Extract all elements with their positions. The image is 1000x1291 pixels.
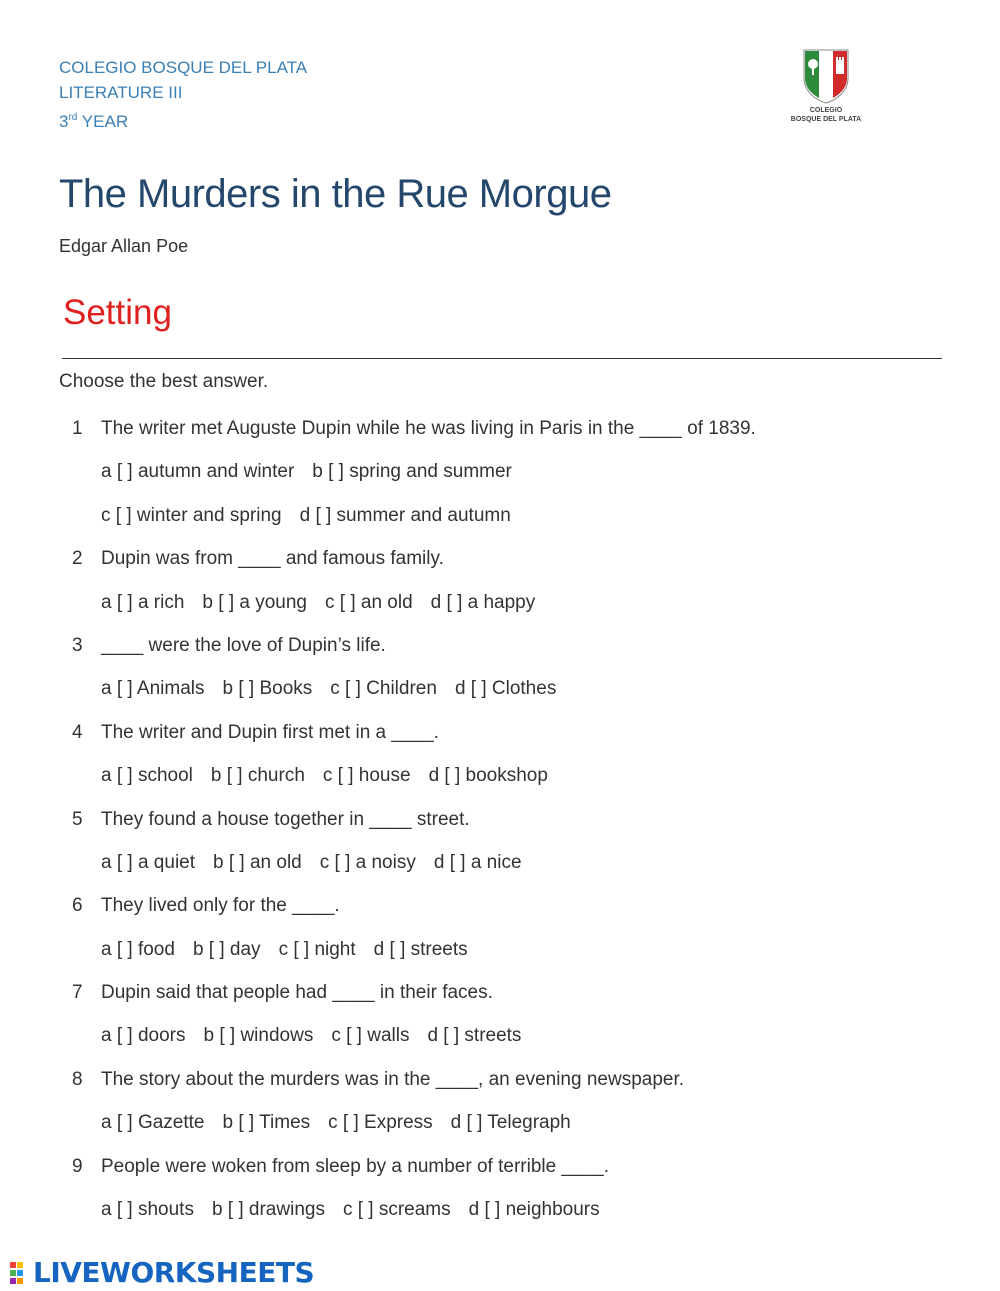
answer-option[interactable]: a [ ] autumn and winter	[101, 461, 295, 483]
question-item	[59, 711, 959, 798]
answer-option[interactable]: a [ ] doors	[101, 1025, 186, 1047]
answer-option[interactable]: b [ ] a young	[202, 591, 307, 613]
question-text: Dupin was from ____ and famous family.	[101, 548, 444, 570]
question-text: They lived only for the ____.	[101, 895, 340, 917]
answer-option[interactable]: a [ ] Gazette	[101, 1112, 205, 1134]
answer-option[interactable]: c [ ] night	[278, 938, 356, 960]
question-text: The writer met Auguste Dupin while he was living in Paris in the ____ of 1839.	[101, 418, 756, 439]
question-item	[59, 798, 959, 885]
question-text: ____ were the love of Dupin’s life.	[101, 634, 386, 656]
section-heading: Setting	[63, 293, 172, 332]
answer-option[interactable]: a [ ] Animals	[101, 678, 205, 700]
question-number: 1	[72, 418, 83, 439]
answer-option[interactable]: d [ ] streets	[427, 1025, 522, 1047]
question-text: People were woken from sleep by a number of terrible ____.	[101, 1155, 609, 1177]
question-number: 9	[72, 1155, 83, 1177]
answer-options-row	[59, 754, 959, 797]
answer-option[interactable]: d [ ] Clothes	[454, 678, 557, 700]
answer-option[interactable]: a [ ] a rich	[101, 591, 185, 613]
answer-option[interactable]: b [ ] day	[192, 938, 261, 960]
question-line	[59, 624, 959, 667]
answer-option[interactable]: d [ ] neighbours	[468, 1199, 600, 1221]
answer-options-row	[59, 841, 959, 884]
answer-option[interactable]: d [ ] a happy	[430, 591, 536, 613]
question-item	[59, 971, 959, 1058]
answer-option[interactable]: d [ ] Telegraph	[450, 1112, 571, 1134]
year-word: YEAR	[81, 112, 129, 131]
question-line	[59, 711, 959, 754]
question-item	[59, 537, 959, 624]
answer-option[interactable]: b [ ] Books	[222, 678, 313, 700]
answer-option[interactable]: b [ ] spring and summer	[312, 461, 512, 483]
answer-option[interactable]: b [ ] windows	[203, 1025, 314, 1047]
year-number: 3	[59, 112, 69, 131]
answer-option[interactable]: a [ ] food	[101, 938, 175, 960]
instructions: Choose the best answer.	[59, 371, 269, 392]
answer-option[interactable]: a [ ] a quiet	[101, 851, 196, 873]
question-line	[59, 407, 959, 450]
answer-option[interactable]: b [ ] an old	[213, 851, 302, 873]
answer-options-row	[59, 581, 959, 624]
question-number: 6	[72, 895, 83, 917]
question-item	[59, 624, 959, 711]
author: Edgar Allan Poe	[59, 236, 189, 256]
question-line	[59, 1058, 959, 1101]
question-number: 8	[72, 1068, 83, 1090]
answer-options-row	[59, 494, 959, 537]
school-header	[59, 55, 307, 134]
shield-icon	[802, 48, 850, 104]
school-logo	[790, 48, 862, 124]
answer-option[interactable]: a [ ] school	[101, 765, 193, 787]
question-line	[59, 884, 959, 927]
answer-option[interactable]: d [ ] a nice	[433, 851, 522, 873]
logo-caption-line1: COLEGIO	[809, 107, 843, 114]
question-number: 3	[72, 634, 83, 656]
question-item	[59, 407, 959, 537]
answer-options-row	[59, 1188, 959, 1231]
answer-option[interactable]: a [ ] shouts	[101, 1199, 194, 1221]
question-number: 2	[72, 548, 83, 570]
question-line	[59, 537, 959, 580]
answer-option[interactable]: c [ ] screams	[342, 1199, 451, 1221]
answer-option[interactable]: c [ ] Children	[330, 678, 437, 700]
answer-options-row	[59, 1014, 959, 1057]
answer-options-row	[59, 928, 959, 971]
answer-options-row	[59, 450, 959, 493]
answer-option[interactable]: c [ ] winter and spring	[101, 504, 282, 526]
question-list	[59, 407, 959, 1231]
answer-option[interactable]: b [ ] Times	[222, 1112, 311, 1134]
course-name: LITERATURE III	[59, 83, 183, 102]
divider	[62, 358, 942, 359]
question-text: The writer and Dupin first met in a ____.	[101, 721, 439, 743]
answer-option[interactable]: b [ ] church	[210, 765, 305, 787]
answer-option[interactable]: d [ ] bookshop	[428, 765, 548, 787]
question-item	[59, 884, 959, 971]
logo-caption-line2: BOSQUE DEL PLATA	[790, 116, 862, 123]
page-title: The Murders in the Rue Morgue	[59, 172, 612, 216]
answer-option[interactable]: c [ ] walls	[331, 1025, 410, 1047]
answer-option[interactable]: d [ ] streets	[373, 938, 468, 960]
question-item	[59, 1145, 959, 1232]
answer-option[interactable]: b [ ] drawings	[211, 1199, 325, 1221]
question-line	[59, 971, 959, 1014]
footer-brand-text: LIVEWORKSHEETS	[33, 1256, 315, 1289]
question-item	[59, 1058, 959, 1145]
logo-caption	[790, 106, 862, 124]
question-number: 4	[72, 721, 83, 743]
answer-option[interactable]: c [ ] house	[322, 765, 411, 787]
school-name: COLEGIO BOSQUE DEL PLATA	[59, 58, 308, 77]
question-line	[59, 798, 959, 841]
answer-option[interactable]: c [ ] an old	[325, 591, 413, 613]
answer-options-row	[59, 667, 959, 710]
liveworksheets-logo-icon	[10, 1262, 30, 1284]
question-text: They found a house together in ____ street.	[101, 808, 470, 830]
question-text: The story about the murders was in the ____, an evening newspaper.	[101, 1068, 685, 1090]
question-text: Dupin said that people had ____ in their faces.	[101, 982, 493, 1004]
answer-option[interactable]: c [ ] a noisy	[319, 851, 416, 873]
answer-option[interactable]: c [ ] Express	[328, 1112, 433, 1134]
footer-brand	[10, 1256, 314, 1289]
year-ordinal: rd	[68, 112, 78, 123]
question-line	[59, 1145, 959, 1188]
year-label	[59, 105, 307, 134]
question-number: 5	[72, 808, 83, 830]
answer-options-row	[59, 1101, 959, 1144]
question-number: 7	[72, 982, 83, 1004]
answer-option[interactable]: d [ ] summer and autumn	[299, 504, 511, 526]
